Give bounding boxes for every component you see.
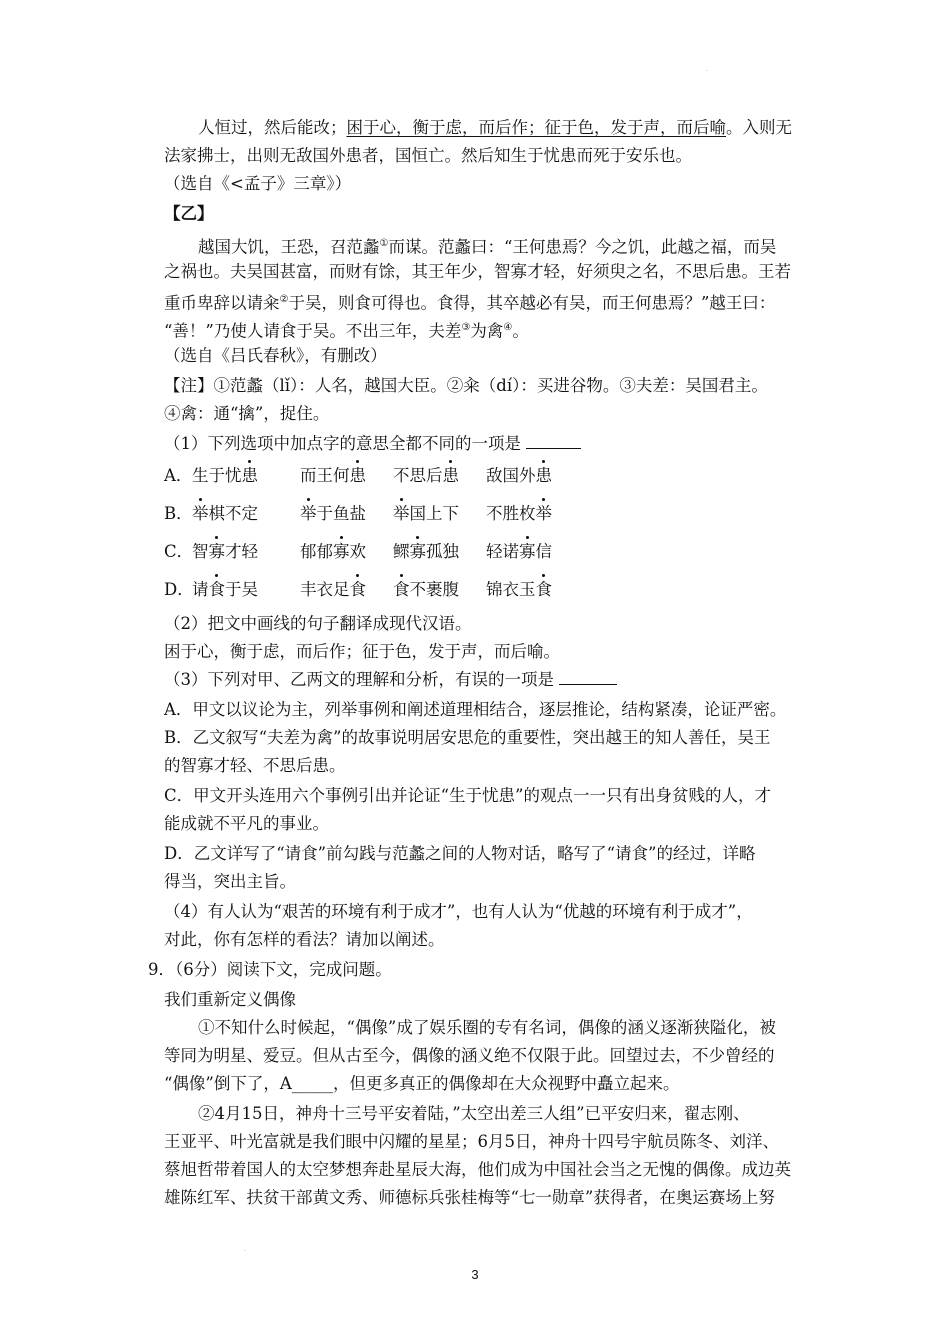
- q3-option-d: D．乙文详写了“请食”前勾践与范蠡之间的人物对话，略写了“请食”的经过，详略: [164, 844, 756, 863]
- dotted-char: 食: [349, 580, 366, 599]
- article-line-7: 雄陈红军、扶贫干部黄文秀、师德标兵张桂梅等“七一勋章”获得者，在奥运赛场上努: [164, 1188, 775, 1207]
- dotted-char: 举: [300, 504, 317, 523]
- phrase-text: 才轻: [225, 542, 258, 561]
- q3-option-d-cont: 得当，突出主旨。: [164, 872, 296, 891]
- q1-option-row: [164, 465, 584, 489]
- q3-option-c-cont: 能成就不平凡的事业。: [164, 814, 329, 833]
- dotted-char: 举: [393, 504, 410, 523]
- jia-line-1: 人恒过，然后能改；困于心，衡于虑，而后作；征于色，发于声，而后喻。入则无: [198, 118, 792, 137]
- phrase-text: 不胜枚: [486, 504, 536, 523]
- q1-option-phrase: [486, 465, 552, 487]
- q1-option-phrase: [486, 579, 552, 601]
- phrase-text: 敌国外: [486, 466, 536, 485]
- q1-option-phrase: [393, 465, 459, 487]
- dotted-char: 患: [535, 466, 552, 485]
- phrase-text: 于吴: [225, 580, 258, 599]
- yi-note-1: 【注】①范蠡（lǐ）：人名，越国大臣。②籴（dí）：买进谷物。③夫差：吴国君主。: [164, 376, 768, 395]
- q3-option-a: A．甲文以议论为主，列举事例和阐述道理相结合，逐层推论，结构紧凑，论证严密。: [164, 700, 787, 719]
- yi-note-2: ④禽：通“擒”，捉住。: [164, 404, 330, 423]
- q1-option-phrase: [300, 503, 366, 525]
- q4-line-1: （4）有人认为“艰苦的环境有利于成才”，也有人认为“优越的环境有利于成才”，: [164, 902, 753, 921]
- q3-stem: （3）下列对甲、乙两文的理解和分析，有误的一项是: [164, 669, 617, 691]
- q1-option-phrase: [486, 541, 552, 563]
- q3-option-b: B．乙文叙写“夫差为禽”的故事说明居安思危的重要性，突出越王的知人善任，吴王: [164, 728, 771, 747]
- q1-option-phrase: [300, 465, 366, 487]
- q1-option-label: B．: [164, 504, 193, 523]
- yi-line-4: “善！”乃使人请食于吴。不出三年，夫差③为禽④。: [164, 321, 529, 341]
- underlined-sentence: 困于心，衡于虑，而后作；征于色，发于声，而后喻: [346, 118, 726, 137]
- q1-option-row: [164, 541, 584, 565]
- q1-stem: （1）下列选项中加点字的意思全都不同的一项是: [164, 433, 581, 455]
- article-line-6: 蔡旭哲带着国人的太空梦想奔赴星辰大海，他们成为中国社会当之无愧的偶像。成边英: [164, 1160, 791, 1179]
- phrase-text: 智: [192, 542, 209, 561]
- dotted-char: 患: [349, 466, 366, 485]
- dotted-char: 患: [241, 466, 258, 485]
- yi-heading: 【乙】: [164, 204, 214, 223]
- q1-option-row: [164, 503, 584, 527]
- phrase-text: 于鱼盐: [316, 504, 366, 523]
- phrase-text: 欢: [349, 542, 366, 561]
- yi-line-2: 之祸也。夫吴国甚富，而财有馀，其王年少，智寡才轻，好须臾之名，不思后患。王若: [164, 262, 791, 281]
- phrase-text: 而王何: [300, 466, 350, 485]
- article-line-3: “偶像”倒下了，A_____，但更多真正的偶像却在大众视野中矗立起来。: [164, 1074, 680, 1093]
- answer-blank[interactable]: [559, 684, 617, 685]
- page-number: 3: [471, 1267, 479, 1282]
- article-line-2: 等同为明星、爱豆。但从古至今，偶像的涵义绝不仅限于此。回望过去，不少曾经的: [164, 1046, 775, 1065]
- dotted-char: 寡: [519, 542, 536, 561]
- q1-option-phrase: [393, 579, 459, 601]
- dotted-char: 举: [535, 504, 552, 523]
- q1-option-phrase: [486, 503, 552, 525]
- scan-mark: .: [244, 1246, 246, 1253]
- q4-line-2: 对此，你有怎样的看法？请加以阐述。: [164, 930, 445, 949]
- yi-line-3: 重币卑辞以请籴②于吴，则食可得也。食得，其卒越必有吴，而王何患焉？”越王曰：: [164, 293, 776, 313]
- phrase-text: 丰衣足: [300, 580, 350, 599]
- scan-mark: .: [706, 66, 708, 73]
- phrase-text: 国上下: [409, 504, 459, 523]
- q1-option-label: C．: [164, 542, 194, 561]
- q2-stem: （2）把文中画线的句子翻译成现代汉语。: [164, 614, 472, 633]
- phrase-text: 请: [192, 580, 209, 599]
- article-line-4: ②4月15日，神舟十三号平安着陆，”太空出差三人组”已平安归来，翟志刚、: [198, 1104, 750, 1123]
- q1-option-phrase: [393, 503, 459, 525]
- dotted-char: 寡: [409, 542, 426, 561]
- q1-option-row: [164, 579, 584, 603]
- dotted-char: 举: [192, 504, 209, 523]
- dotted-char: 食: [535, 580, 552, 599]
- q1-option-phrase: [192, 503, 258, 525]
- phrase-text: 不裹腹: [409, 580, 459, 599]
- q3-option-c: C．甲文开头连用六个事例引出并论证“生于忧患”的观点一一只有出身贫贱的人，才: [164, 786, 771, 805]
- q1-option-phrase: [393, 541, 459, 563]
- phrase-text: 信: [535, 542, 552, 561]
- phrase-text: 轻诺: [486, 542, 519, 561]
- q3-option-b-cont: 的智寡才轻、不思后患。: [164, 756, 346, 775]
- answer-blank[interactable]: [526, 448, 581, 449]
- q1-option-phrase: [300, 579, 366, 601]
- q1-option-label: A．: [164, 466, 193, 485]
- q9-stem: 9．（6分）阅读下文，完成问题。: [148, 960, 392, 979]
- article-title: 我们重新定义偶像: [164, 990, 296, 1009]
- phrase-text: 棋不定: [208, 504, 258, 523]
- q2-sentence: 困于心，衡于虑，而后作；征于色，发于声，而后喻。: [164, 642, 560, 661]
- article-line-5: 王亚平、叶光富就是我们眼中闪耀的星星；6月5日，神舟十四号宇航员陈冬、刘洋、: [164, 1132, 779, 1151]
- article-line-1: ①不知什么时候起，“偶像”成了娱乐圈的专有名词，偶像的涵义逐渐狭隘化，被: [198, 1018, 776, 1037]
- phrase-text: 孤独: [426, 542, 459, 561]
- phrase-text: 生于忧: [192, 466, 242, 485]
- yi-line-1: 越国大饥，王恐，召范蠡①而谋。范蠡曰：“王何患焉？今之饥，此越之福，而吴: [198, 237, 777, 257]
- dotted-char: 食: [393, 580, 410, 599]
- dotted-char: 患: [442, 466, 459, 485]
- q1-option-phrase: [192, 541, 258, 563]
- dotted-char: 寡: [333, 542, 350, 561]
- dotted-char: 食: [208, 580, 225, 599]
- q1-option-phrase: [300, 541, 366, 563]
- phrase-text: 鳏: [393, 542, 410, 561]
- jia-source: （选自《<孟子》三章》）: [164, 174, 352, 193]
- dotted-char: 寡: [208, 542, 225, 561]
- phrase-text: 锦衣玉: [486, 580, 536, 599]
- phrase-text: 不思后: [393, 466, 443, 485]
- jia-line-2: 法家拂士，出则无敌国外患者，国恒亡。然后知生于忧患而死于安乐也。: [164, 146, 692, 165]
- yi-source: （选自《吕氏春秋》，有删改）: [164, 346, 387, 365]
- q1-option-phrase: [192, 579, 258, 601]
- phrase-text: 郁郁: [300, 542, 333, 561]
- q1-option-phrase: [192, 465, 258, 487]
- q1-option-label: D．: [164, 580, 194, 599]
